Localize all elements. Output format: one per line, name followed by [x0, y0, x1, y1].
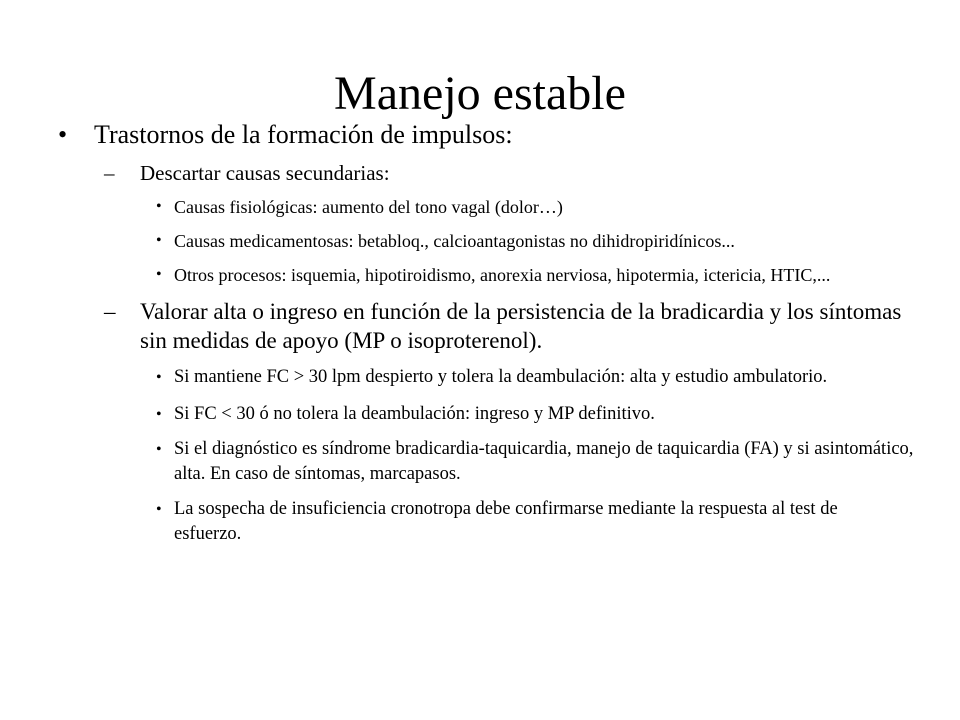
bullet-level2	[58, 159, 918, 187]
bullet-level3	[58, 497, 918, 547]
bullet-marker: •	[156, 406, 162, 423]
slide-title: Manejo estable	[334, 67, 626, 120]
bullet-text: Causas medicamentosas: betabloq., calcioantagonistas no dihidropiridínicos...	[174, 231, 735, 251]
bullet-marker: •	[156, 369, 162, 386]
bullet-marker: •	[156, 441, 162, 458]
bullet-text: La sospecha de insuficiencia cronotropa debe confirmarse mediante la respuesta al test de esfuerzo.	[174, 499, 838, 544]
bullet-level3	[58, 195, 918, 219]
bullet-level1	[58, 116, 918, 154]
bullet-level3	[58, 229, 918, 253]
bullet-level3	[58, 437, 918, 487]
bullet-text: Descartar causas secundarias:	[140, 161, 390, 185]
bullet-text: Trastornos de la formación de impulsos:	[94, 120, 513, 149]
bullet-text: Si el diagnóstico es síndrome bradicardia-taquicardia, manejo de taquicardia (FA) y si asintomático, alta. En caso de síntomas, marcapasos.	[174, 439, 914, 484]
bullet-level3	[58, 365, 918, 390]
bullet-text: Si FC < 30 ó no tolera la deambulación: ingreso y MP definitivo.	[174, 404, 655, 424]
slide-content	[58, 116, 918, 547]
bullet-marker: •	[58, 120, 68, 149]
bullet-level3	[58, 402, 918, 427]
bullet-text: Si mantiene FC > 30 lpm despierto y tolera la deambulación: alta y estudio ambulatorio.	[174, 367, 828, 387]
bullet-level2	[58, 297, 918, 355]
bullet-text: Otros procesos: isquemia, hipotiroidismo, anorexia nerviosa, hipotermia, ictericia, HTIC,...	[174, 265, 831, 285]
bullet-marker: •	[156, 501, 162, 518]
bullet-marker: •	[156, 198, 162, 215]
bullet-text: Causas fisiológicas: aumento del tono vagal (dolor…)	[174, 197, 563, 217]
bullet-level3	[58, 263, 918, 287]
bullet-marker: •	[156, 266, 162, 283]
dash-marker: –	[104, 299, 116, 324]
dash-marker: –	[104, 161, 115, 185]
bullet-marker: •	[156, 232, 162, 249]
bullet-text: Valorar alta o ingreso en función de la persistencia de la bradicardia y los síntomas sin medidas de apoyo (MP o isoproterenol).	[140, 299, 902, 353]
